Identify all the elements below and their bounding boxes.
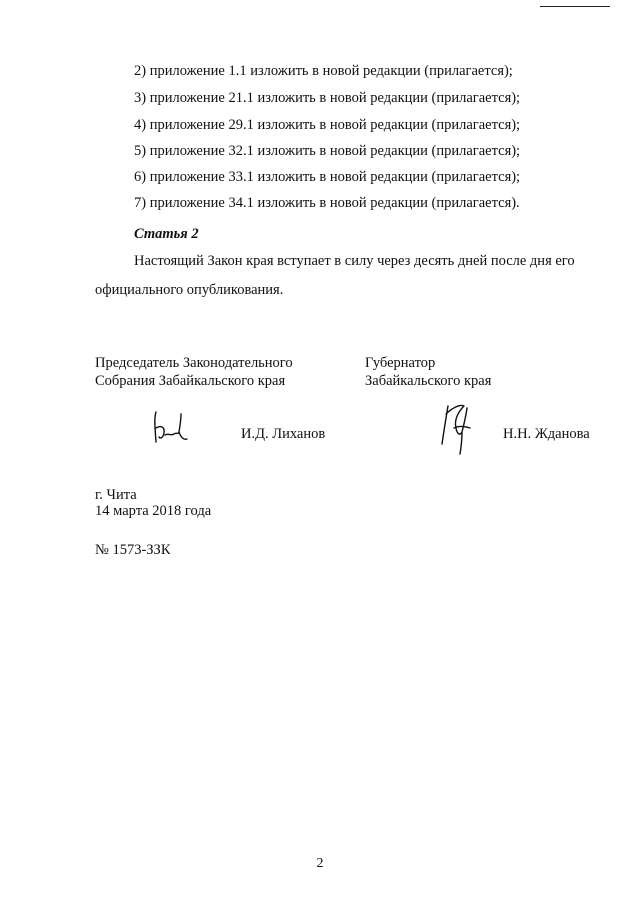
left-signature-image (148, 408, 190, 448)
page-number: 2 (316, 856, 324, 871)
left-signatory-title: Председатель Законодательного (95, 355, 293, 371)
amendment-item: 5) приложение 32.1 изложить в новой редакции (прилагается); (134, 143, 521, 159)
law-number: № 1573-ЗЗК (95, 542, 171, 558)
place: г. Чита (95, 487, 137, 503)
date: 14 марта 2018 года (95, 503, 212, 519)
right-signatory-name: Н.Н. Жданова (503, 426, 590, 442)
right-signatory-title: Забайкальского края (365, 373, 492, 389)
left-signatory-title: Собрания Забайкальского края (95, 373, 286, 389)
left-signatory-name: И.Д. Лиханов (241, 426, 326, 442)
right-signatory-title: Губернатор (365, 355, 436, 371)
amendment-item: 4) приложение 29.1 изложить в новой редакции (прилагается); (134, 117, 521, 133)
right-signature-image (440, 398, 476, 456)
article-paragraph-line: официального опубликования. (95, 282, 284, 298)
amendment-item: 3) приложение 21.1 изложить в новой редакции (прилагается); (134, 90, 521, 106)
article-paragraph-line: Настоящий Закон края вступает в силу через десять дней после дня его (134, 253, 575, 269)
article-heading: Статья 2 (134, 226, 199, 242)
header-rule (540, 6, 610, 7)
amendment-item: 2) приложение 1.1 изложить в новой редакции (прилагается); (134, 63, 513, 79)
amendment-item: 6) приложение 33.1 изложить в новой редакции (прилагается); (134, 169, 521, 185)
amendment-item: 7) приложение 34.1 изложить в новой редакции (прилагается). (134, 195, 520, 211)
